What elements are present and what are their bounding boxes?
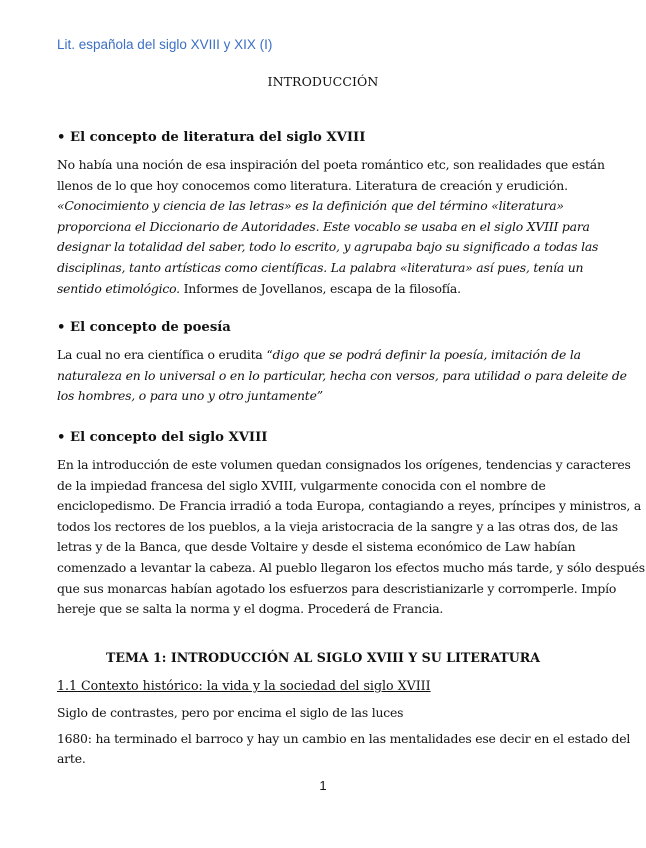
tema-title: TEMA 1: INTRODUCCIÓN AL SIGLO XVIII Y SU LITERATURA <box>105 650 541 665</box>
subsection-title: 1.1 Contexto histórico: la vida y la sociedad del siglo XVIII <box>57 678 431 693</box>
text-line: 1680: ha terminado el barroco y hay un cambio en las mentalidades ese decir en el estado del <box>57 730 631 746</box>
text-line: En la introducción de este volumen quedan consignados los orígenes, tendencias y caracteres <box>57 457 631 472</box>
section-body-poesia <box>57 345 627 407</box>
text-line: disciplinas, tanto artísticas como científicas. La palabra «literatura» así pues, tenía un <box>57 259 584 275</box>
text-line: Siglo de contrastes, pero por encima el siglo de las luces <box>57 705 404 720</box>
text-line: todos los rectores de los pueblos, a la vieja aristocracia de la sangre y a las otras dos, de las <box>57 518 618 534</box>
text-line: No había una noción de esa inspiración del poeta romántico etc, son realidades que están <box>57 157 605 172</box>
text-line: enciclopedismo. De Francia irradió a toda Europa, contagiando a reyes, príncipes y ministros, a <box>57 498 642 514</box>
text-line: comenzado a levantar la cabeza. Al pueblo llegaron los efectos mucho más tarde, y sólo después <box>57 559 645 575</box>
section-heading-literatura: • El concepto de literatura del siglo XVIII <box>57 130 366 145</box>
text-line: naturaleza en lo universal o en lo particular, hecha con versos, para utilidad o para deleite de <box>57 367 627 383</box>
section-heading-siglo: • El concepto del siglo XVIII <box>57 430 268 445</box>
text-line: hereje que se salta la norma y el dogma. Procederá de Francia. <box>57 601 444 617</box>
section-body-siglo <box>57 455 645 620</box>
text-line: «Conocimiento y ciencia de las letras» es la definición que del término «literatura» <box>57 198 564 214</box>
text-line: los hombres, o para uno y otro juntamente” <box>57 388 323 404</box>
text-line: proporciona el Diccionario de Autoridades. Este vocablo se usaba en el siglo XVIII para <box>57 218 590 234</box>
body-after <box>57 703 631 770</box>
page-number: 1 <box>319 778 327 793</box>
text-line: de la impiedad francesa del siglo XVIII, vulgarmente conocida con el nombre de <box>57 477 546 493</box>
text-line: sentido etimológico. Informes de Jovellanos, escapa de la filosofía. <box>57 280 461 296</box>
intro-title: INTRODUCCIÓN <box>267 74 379 89</box>
text-line: designar la totalidad del saber, todo lo escrito, y agrupaba bajo su significado a todas las <box>57 239 599 255</box>
text-line: llenos de lo que hoy conocemos como literatura. Literatura de creación y erudición. <box>57 177 568 193</box>
section-heading-poesia: • El concepto de poesía <box>57 320 231 335</box>
text-line: letras y de la Banca, que desde Voltaire y desde el sistema económico de Law habían <box>57 539 576 555</box>
document-header: Lit. española del siglo XVIII y XIX (I) <box>57 37 273 52</box>
text-line: arte. <box>57 751 86 767</box>
text-line: La cual no era científica o erudita “digo que se podrá definir la poesía, imitación de la <box>57 347 581 362</box>
section-body-literatura <box>57 155 605 299</box>
text-line: que sus monarcas habían agotado los esfuerzos para descristianizarle y corromperle. Impío <box>57 580 617 596</box>
